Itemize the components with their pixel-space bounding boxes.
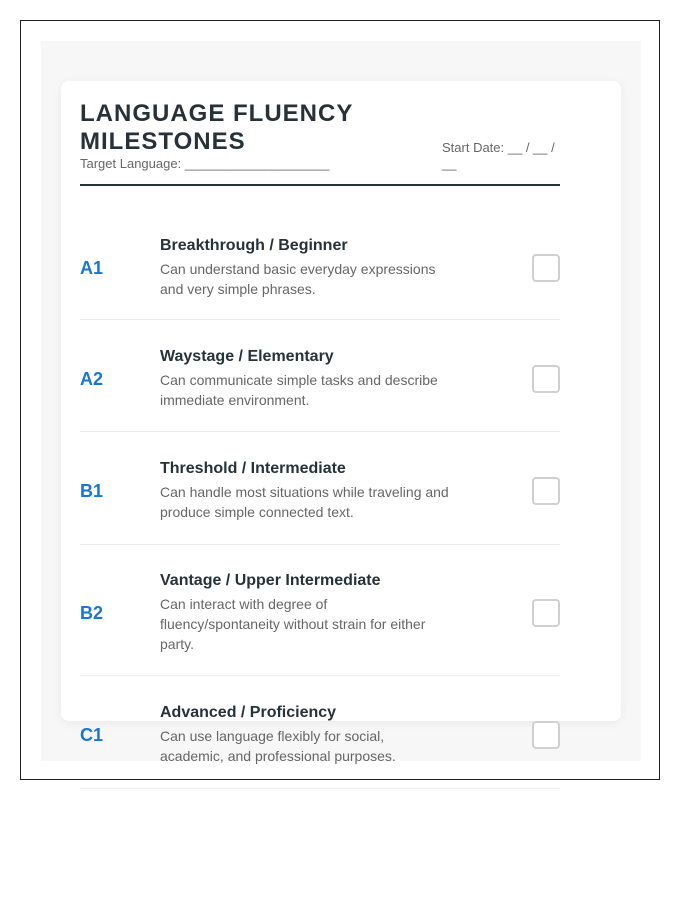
milestone-description-a2 [160,348,450,410]
milestone-title-a2: Waystage / Elementary [160,347,334,365]
milestone-level-b2: B2 [80,603,104,623]
milestone-row-b2 [80,545,560,676]
start-date-field: Start Date: __ / __ / __ [442,140,555,171]
milestone-level-c1: C1 [80,725,104,745]
milestone-title-b2: Vantage / Upper Intermediate [160,572,381,589]
milestone-text-a1: Can understand basic everyday expressions and very simple phrases. [160,260,436,297]
milestone-checkbox-b1[interactable] [532,477,560,505]
milestone-text-a2: Can communicate simple tasks and describe immediate environment. [160,371,438,408]
milestone-level-b1: B1 [80,481,104,501]
milestone-row-a2 [80,320,560,432]
milestone-level-a2: A2 [80,368,104,389]
milestone-checkbox-a1[interactable] [532,254,560,282]
document-header [80,100,560,186]
milestone-title-a1: Breakthrough / Beginner [160,236,348,254]
document-title: LANGUAGE FLUENCY MILESTONES [80,100,353,155]
milestone-checkbox-a2[interactable] [532,365,560,393]
milestone-row-c1 [80,676,560,789]
milestone-text-b1: Can handle most situations while traveling and produce simple connected text. [160,484,449,520]
milestone-title-c1: Advanced / Proficiency [160,704,337,721]
milestone-description-b2 [160,572,450,654]
milestone-row-a1 [80,210,560,320]
milestones-document [80,100,560,789]
milestone-description-b1 [160,460,450,522]
target-language-field: Target Language: ____________________ [80,156,330,171]
milestone-row-b1 [80,432,560,545]
milestone-list [80,210,560,789]
milestone-description-a1 [160,237,450,299]
milestone-title-b1: Threshold / Intermediate [160,460,346,477]
milestone-checkbox-c1[interactable] [532,721,560,749]
milestone-text-b2: Can interact with degree of fluency/spontaneity without strain for either party. [160,596,426,652]
milestone-level-a1: A1 [80,257,104,278]
milestone-checkbox-b2[interactable] [532,599,560,627]
milestone-text-c1: Can use language flexibly for social, academic, and professional purposes. [160,728,396,764]
milestone-description-c1 [160,704,450,766]
